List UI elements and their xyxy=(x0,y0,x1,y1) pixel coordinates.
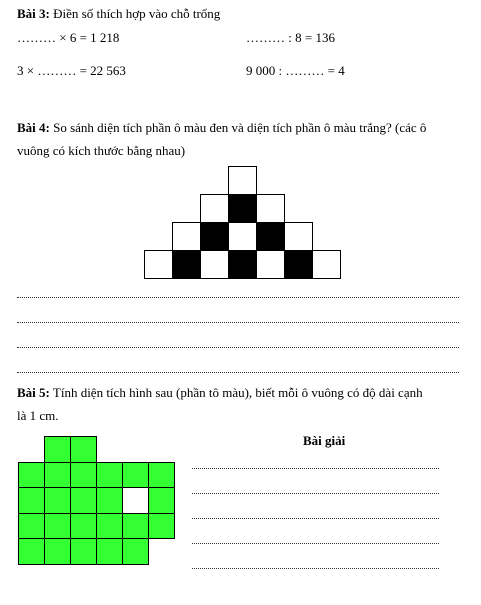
pyramid-cell-white xyxy=(228,166,257,195)
bai3-equation-4: 9 000 : ……… = 4 xyxy=(246,63,345,78)
grid-cell-shaded xyxy=(70,436,97,463)
grid-cell-shaded xyxy=(44,538,71,565)
answer-line-bai4-4[interactable] xyxy=(17,372,459,373)
grid-cell-shaded xyxy=(18,513,45,540)
pyramid-cell-white xyxy=(284,222,313,251)
bai5-text-line-2: là 1 cm. xyxy=(17,408,59,423)
pyramid-cell-white xyxy=(312,250,341,279)
bai3-equation-1: ……… × 6 = 1 218 xyxy=(17,30,120,45)
bai3-equation-2: ……… : 8 = 136 xyxy=(246,30,335,45)
pyramid-cell-white xyxy=(256,250,285,279)
bai5-question: Tính diện tích hình sau (phần tô màu), biết mỗi ô vuông có độ dài cạnh xyxy=(52,385,423,400)
solution-line-4[interactable] xyxy=(192,543,439,544)
grid-cell-shaded xyxy=(122,462,149,489)
solution-heading: Bài giải xyxy=(303,433,346,448)
answer-line-bai4-1[interactable] xyxy=(17,297,459,298)
bai5-label: Bài 5: xyxy=(17,385,50,400)
grid-cell-shaded xyxy=(44,487,71,514)
pyramid-cell-black xyxy=(172,250,201,279)
solution-line-1[interactable] xyxy=(192,468,439,469)
grid-cell-shaded xyxy=(122,513,149,540)
grid-cell-shaded xyxy=(148,513,175,540)
grid-cell-shaded xyxy=(44,436,71,463)
grid-cell-shaded xyxy=(96,513,123,540)
answer-line-bai4-2[interactable] xyxy=(17,322,459,323)
grid-cell-shaded xyxy=(122,538,149,565)
bai4-label: Bài 4: xyxy=(17,120,50,135)
bai4-text-line-2: vuông có kích thước bằng nhau) xyxy=(17,143,186,158)
grid-cell-shaded xyxy=(18,538,45,565)
pyramid-cell-white xyxy=(200,194,229,223)
grid-cell-shaded xyxy=(96,487,123,514)
solution-line-2[interactable] xyxy=(192,493,439,494)
grid-cell-white xyxy=(122,487,149,514)
grid-cell-shaded xyxy=(18,487,45,514)
pyramid-cell-black xyxy=(228,194,257,223)
grid-cell-shaded xyxy=(18,462,45,489)
solution-line-5[interactable] xyxy=(192,568,439,569)
bai4-question: So sánh diện tích phần ô màu đen và diện tích phần ô màu trắng? (các ô xyxy=(53,120,427,135)
pyramid-cell-white xyxy=(144,250,173,279)
grid-cell-shaded xyxy=(70,462,97,489)
grid-cell-shaded xyxy=(44,513,71,540)
solution-line-3[interactable] xyxy=(192,518,439,519)
grid-cell-shaded xyxy=(148,487,175,514)
grid-cell-shaded xyxy=(70,513,97,540)
bai4-text-line-1 xyxy=(17,120,426,136)
bai3-title: Điền số thích hợp vào chỗ trống xyxy=(53,6,221,21)
pyramid-cell-black xyxy=(256,222,285,251)
pyramid-cell-black xyxy=(284,250,313,279)
bai5-text-line-1 xyxy=(17,385,423,401)
pyramid-cell-white xyxy=(256,194,285,223)
grid-cell-shaded xyxy=(70,538,97,565)
bai3-heading xyxy=(17,6,220,22)
grid-cell-shaded xyxy=(44,462,71,489)
pyramid-cell-white xyxy=(228,222,257,251)
answer-line-bai4-3[interactable] xyxy=(17,347,459,348)
grid-cell-shaded xyxy=(96,462,123,489)
pyramid-cell-black xyxy=(228,250,257,279)
bai3-equation-3: 3 × ……… = 22 563 xyxy=(17,63,126,78)
bai3-label: Bài 3: xyxy=(17,6,50,21)
grid-cell-shaded xyxy=(96,538,123,565)
grid-cell-shaded xyxy=(148,462,175,489)
pyramid-cell-white xyxy=(200,250,229,279)
pyramid-cell-white xyxy=(172,222,201,251)
pyramid-cell-black xyxy=(200,222,229,251)
grid-cell-shaded xyxy=(70,487,97,514)
